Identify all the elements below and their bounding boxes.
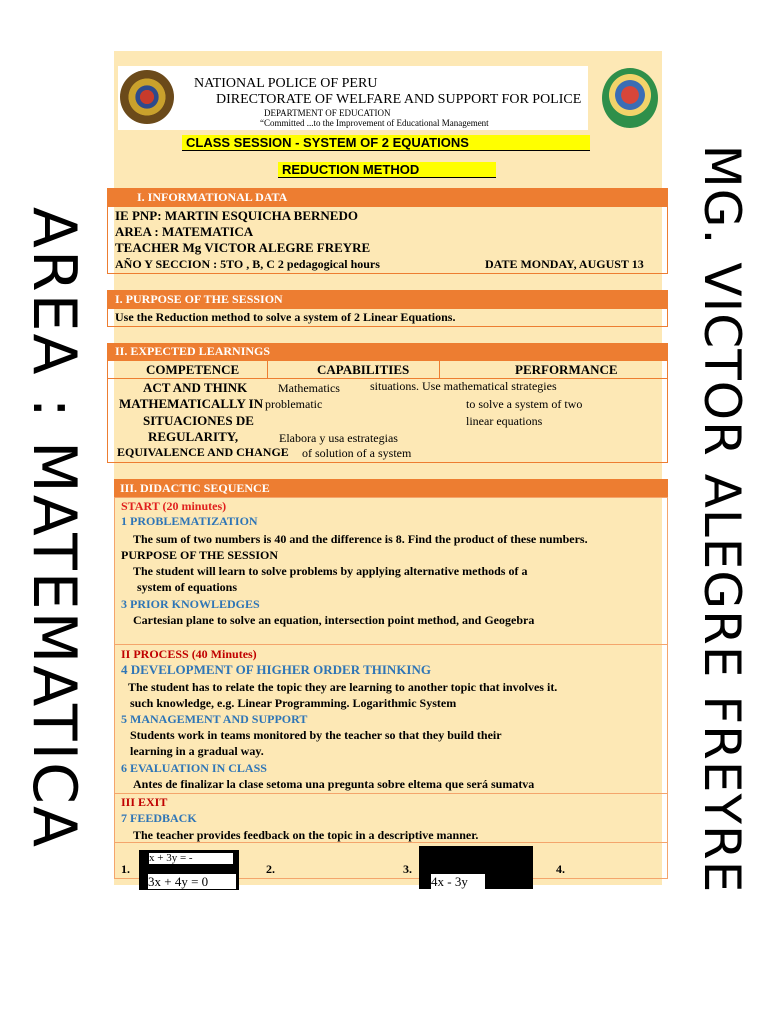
prior-knowledge-label: 3 PRIOR KNOWLEDGES xyxy=(121,597,260,611)
capability-4: of solution of a system xyxy=(302,446,412,460)
exercise-number-3: 3. xyxy=(403,862,412,876)
learnings-heading-bar xyxy=(107,343,668,360)
header-line2: DIRECTORATE OF WELFARE AND SUPPORT FOR POLICE xyxy=(216,92,582,107)
session-purpose-text-1: The student will learn to solve problems by applying alternative methods of a xyxy=(133,564,528,578)
problematization-label: 1 PROBLEMATIZATION xyxy=(121,514,258,528)
evaluation-text: Antes de finalizar la clase setoma una pregunta sobre eltema que será sumatva xyxy=(133,777,535,791)
capability-3: Elabora y usa estrategias xyxy=(279,431,398,445)
problematization-text: The sum of two numbers is 40 and the difference is 8. Find the product of these numbers. xyxy=(133,532,588,546)
header-line3: DEPARTMENT OF EDUCATION xyxy=(264,108,391,118)
competence-3: SITUACIONES DE xyxy=(143,413,254,428)
management-label: 5 MANAGEMENT AND SUPPORT xyxy=(121,712,308,726)
side-title-left: AREA : MATEMATICA xyxy=(19,206,89,850)
exercise-1-eq1: x + 3y = - xyxy=(149,853,233,864)
learnings-col-divider-2 xyxy=(439,360,440,378)
header-line4: “Committed ...to the Improvement of Educational Management xyxy=(260,118,489,128)
capability-1: Mathematics xyxy=(278,381,340,395)
competence-2: MATHEMATICALLY IN xyxy=(119,396,264,411)
prior-knowledge-text: Cartesian plane to solve an equation, intersection point method, and Geogebra xyxy=(133,613,535,627)
side-title-right: MG. VICTOR ALEGRE FREYRE xyxy=(693,144,751,894)
exercise-number-2: 2. xyxy=(266,862,275,876)
sequence-heading: III. DIDACTIC SEQUENCE xyxy=(120,481,270,495)
competence-5: EQUIVALENCE AND CHANGE xyxy=(117,445,289,459)
purpose-heading: I. PURPOSE OF THE SESSION xyxy=(115,292,283,306)
info-teacher: TEACHER Mg VICTOR ALEGRE FREYRE xyxy=(115,240,371,255)
col-competence: COMPETENCE xyxy=(146,362,240,377)
management-text-1: Students work in teams monitored by the teacher so that they build their xyxy=(130,728,502,742)
session-title-text: CLASS SESSION - SYSTEM OF 2 EQUATIONS xyxy=(186,135,469,150)
feedback-label: 7 FEEDBACK xyxy=(121,811,197,825)
exercise-number-4: 4. xyxy=(556,862,565,876)
info-heading: I. INFORMATIONAL DATA xyxy=(137,190,288,204)
management-text-2: learning in a gradual way. xyxy=(130,744,264,758)
sequence-divider-2 xyxy=(114,793,667,794)
higher-order-text-1: The student has to relate the topic they are learning to another topic that involves it. xyxy=(128,680,558,694)
start-label: START (20 minutes) xyxy=(121,499,227,513)
sequence-divider-1 xyxy=(114,644,667,645)
competence-4: REGULARITY, xyxy=(148,429,239,444)
session-purpose-label: PURPOSE OF THE SESSION xyxy=(121,548,279,562)
purpose-text: Use the Reduction method to solve a system of 2 Linear Equations. xyxy=(115,310,456,324)
info-heading-bar xyxy=(107,188,668,206)
police-crest-logo xyxy=(120,70,174,124)
evaluation-label: 6 EVALUATION IN CLASS xyxy=(121,761,267,775)
exit-label: III EXIT xyxy=(121,795,168,809)
info-date: DATE MONDAY, AUGUST 13 xyxy=(485,257,644,271)
header-line1: NATIONAL POLICE OF PERU xyxy=(194,76,378,91)
exercise-1-eq2: 3x + 4y = 0 xyxy=(148,874,236,889)
learnings-heading: II. EXPECTED LEARNINGS xyxy=(115,344,271,358)
competence-1: ACT AND THINK xyxy=(143,380,248,395)
performance-2: to solve a system of two xyxy=(466,397,583,411)
info-section: AÑO Y SECCION : 5TO , B, C 2 pedagogical hours xyxy=(115,257,380,271)
higher-order-text-2: such knowledge, e.g. Linear Programming. Logarithmic System xyxy=(130,696,457,710)
col-capabilities: CAPABILITIES xyxy=(317,362,410,377)
session-title xyxy=(182,135,590,151)
capability-2: problematic xyxy=(265,397,323,411)
performance-3: linear equations xyxy=(466,414,543,428)
purpose-heading-bar xyxy=(107,290,668,308)
method-title xyxy=(278,162,496,178)
col-performance: PERFORMANCE xyxy=(515,362,618,377)
learnings-col-divider-1 xyxy=(267,360,268,378)
feedback-text: The teacher provides feedback on the topic in a descriptive manner. xyxy=(133,828,479,842)
info-area: AREA : MATEMATICA xyxy=(115,224,254,239)
info-ie: IE PNP: MARTIN ESQUICHA BERNEDO xyxy=(115,208,358,223)
exercise-number-1: 1. xyxy=(121,862,130,876)
session-purpose-text-2: system of equations xyxy=(137,580,238,594)
school-crest-logo xyxy=(602,68,658,128)
performance-1: situations. Use mathematical strategies xyxy=(370,379,557,393)
sequence-heading-bar xyxy=(114,479,668,497)
higher-order-label: 4 DEVELOPMENT OF HIGHER ORDER THINKING xyxy=(121,662,431,677)
process-label: II PROCESS (40 Minutes) xyxy=(121,647,257,661)
method-title-text: REDUCTION METHOD xyxy=(282,162,420,177)
exercise-3-eq: 4x - 3y xyxy=(431,874,485,889)
